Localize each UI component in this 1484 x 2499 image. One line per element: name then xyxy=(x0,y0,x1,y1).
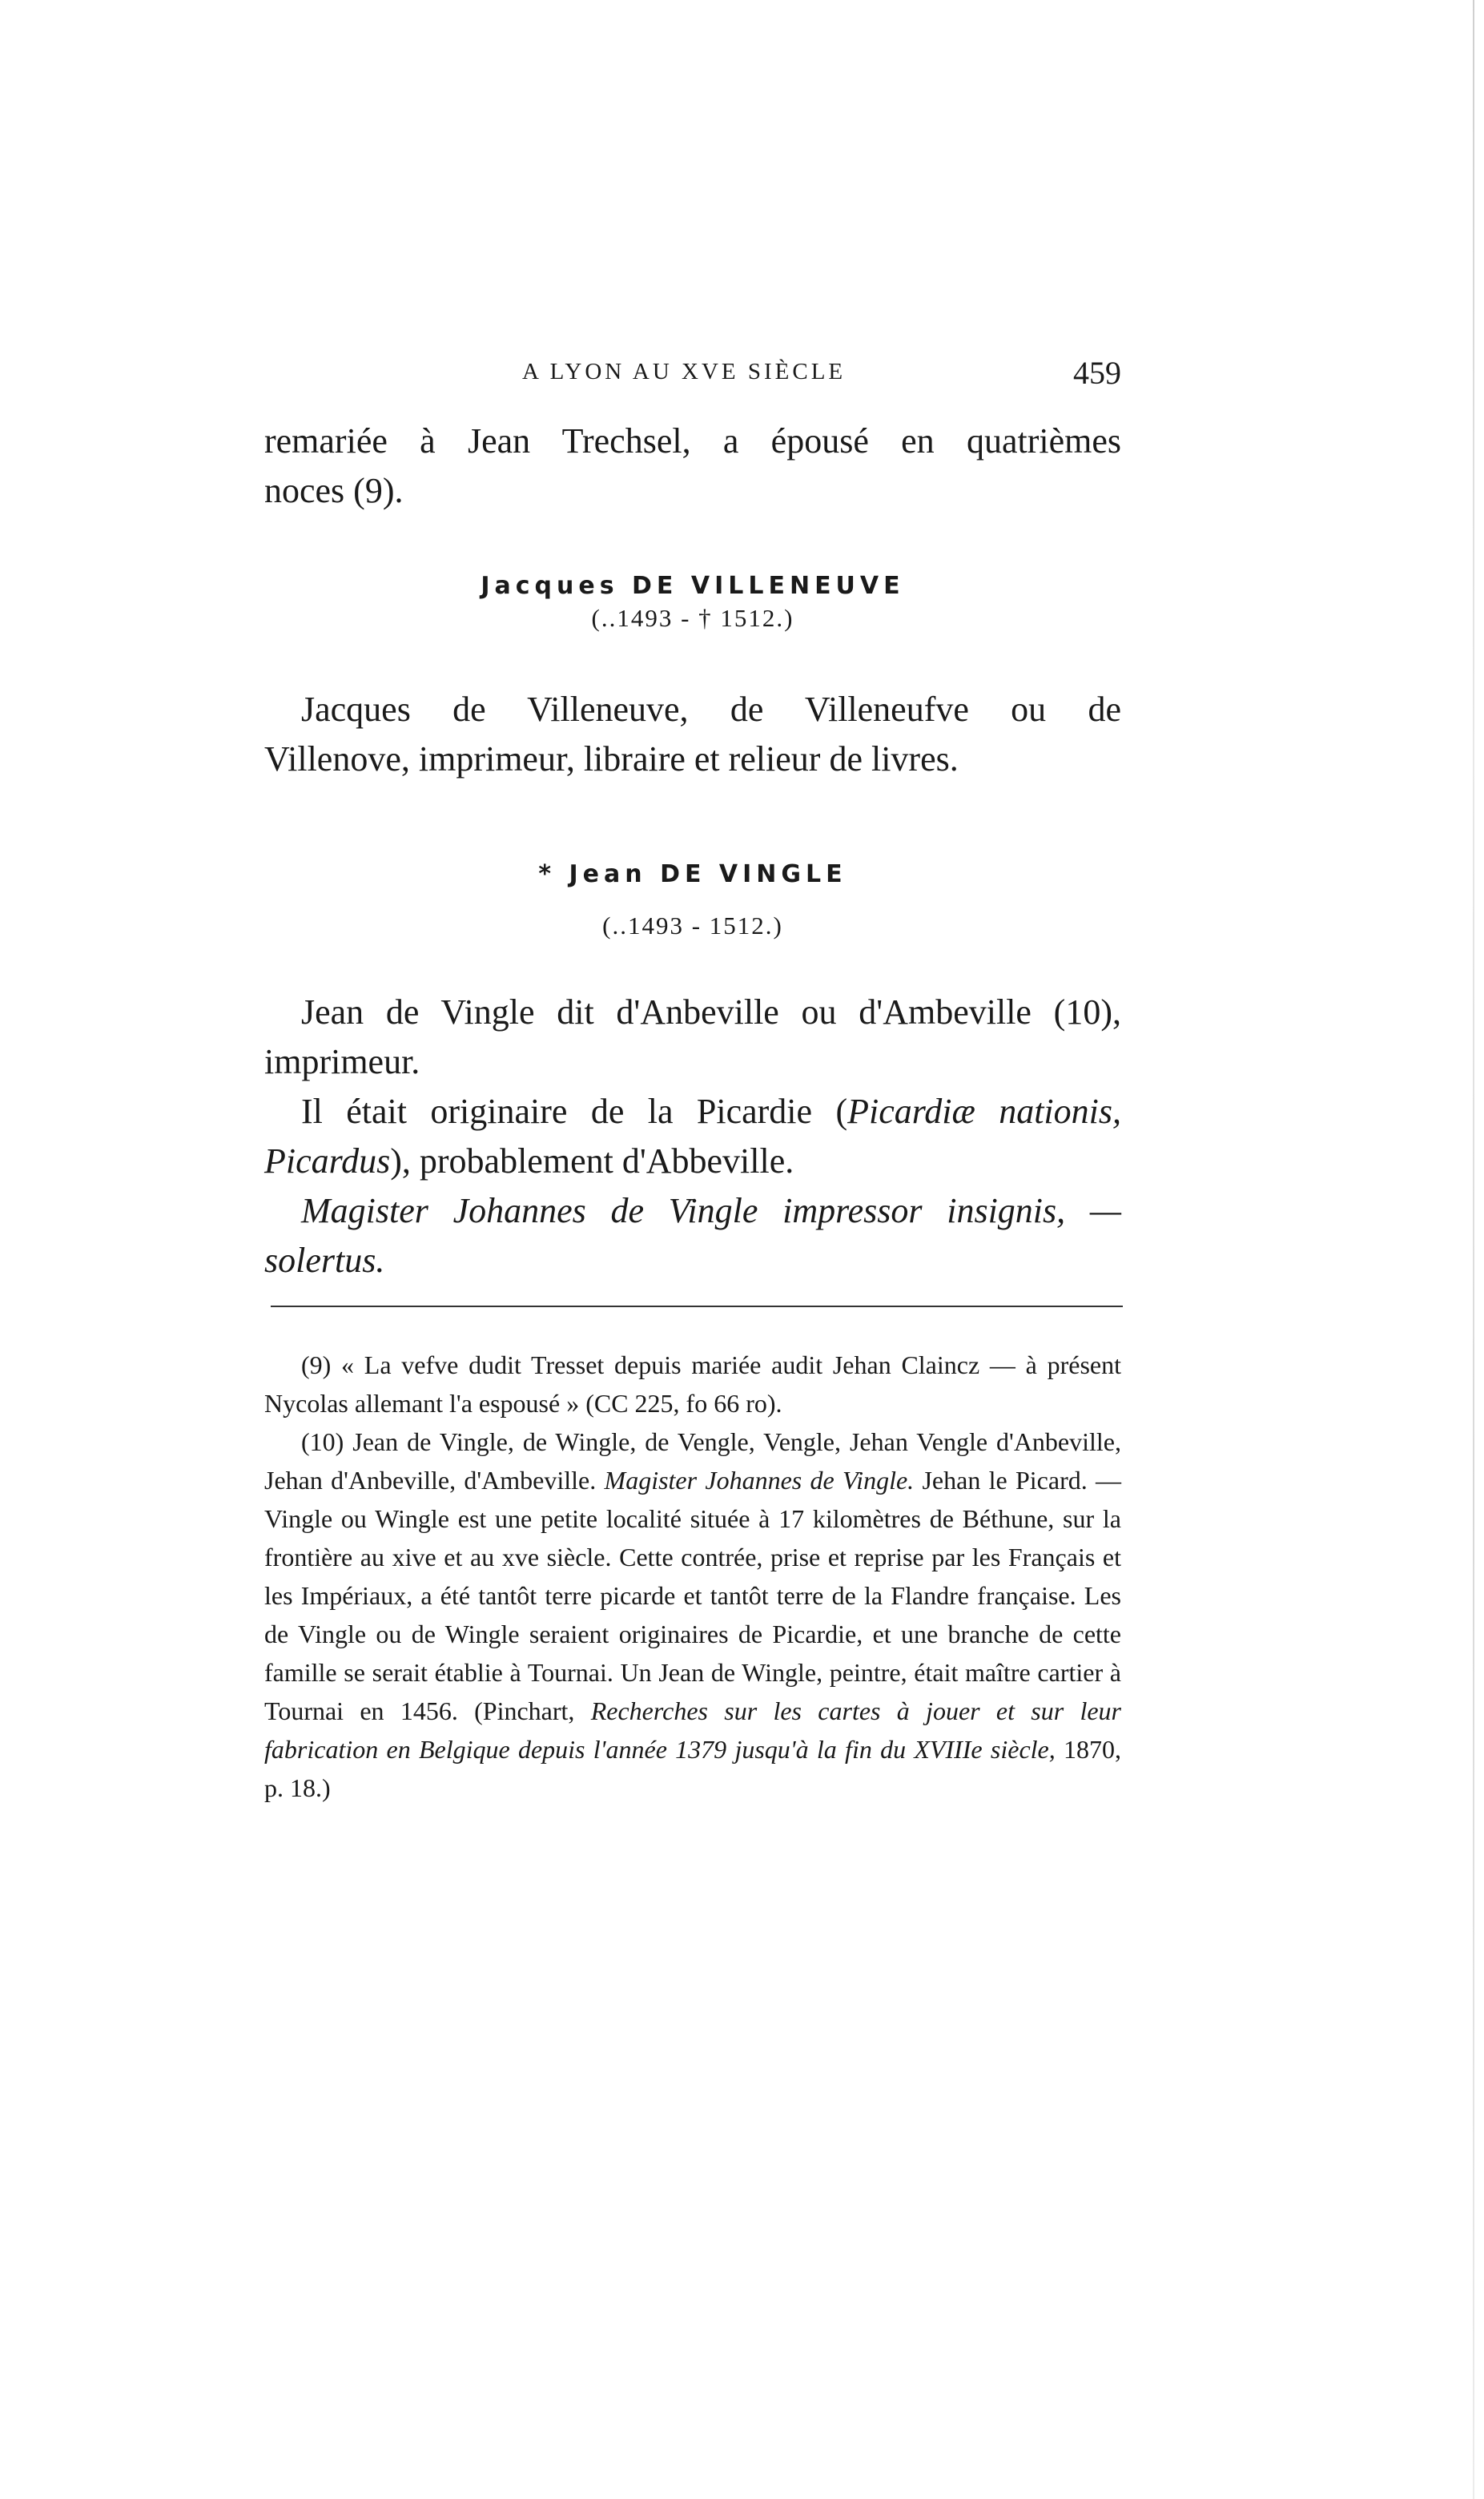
vingle-p2-italic-b: Picardus xyxy=(264,1141,391,1181)
villeneuve-paragraph xyxy=(264,685,1121,784)
entry-dates: (..1493 - 1512.) xyxy=(602,911,783,940)
intro-line-2: noces (9). xyxy=(264,471,404,510)
footnotes xyxy=(264,1346,1121,1807)
running-head xyxy=(264,355,1121,399)
vingle-p2-text-b: ), probablement d'Abbeville. xyxy=(390,1141,794,1181)
vingle-p3-line-2: solertus. xyxy=(264,1241,385,1280)
footnote-10 xyxy=(264,1423,1121,1807)
footnote-rule xyxy=(271,1306,1123,1307)
villeneuve-line-1: Jacques de Villeneuve, de Villeneufve ou de xyxy=(301,690,1121,729)
vingle-p1-line-1: Jean de Vingle dit d'Anbeville ou d'Ambeville (10), xyxy=(301,992,1121,1032)
entry-dates: (..1493 - † 1512.) xyxy=(591,604,794,632)
intro-paragraph xyxy=(264,416,1121,516)
entry-heading-villeneuve xyxy=(264,570,1121,634)
footnote-9: (9) « La vefve dudit Tresset depuis mariée audit Jehan Claincz — à présent Nycolas allemant l'a espousé » (CC 225, fo 66 ro). xyxy=(264,1350,1121,1418)
footnote-10-text-a: (10) Jean de Vingle, de Wingle, de Vengle, Vengle, Jehan Vengle d'Anbeville, Jehan d'Anbeville, d'Ambeville. xyxy=(264,1427,1121,1495)
page-number: 459 xyxy=(1073,355,1121,391)
vingle-p2-line-2 xyxy=(264,1137,1121,1186)
footnote-10-italic-2: Recherches sur les cartes à jouer et sur leur fabrication en Belgique depuis l'année 1379 jusqu'à la fin du XVIIIe siècle, xyxy=(264,1696,1122,1764)
entry-name: Jacques DE VILLENEUVE xyxy=(481,572,905,600)
villeneuve-line-2: Villenove, imprimeur, libraire et relieur de livres. xyxy=(264,739,959,779)
intro-line-1: remariée à Jean Trechsel, a épousé en quatrièmes xyxy=(264,421,1121,461)
vingle-paragraphs xyxy=(264,988,1121,1286)
running-title: A LYON AU XVE SIÈCLE xyxy=(522,359,847,384)
scan-edge xyxy=(1473,0,1474,2499)
vingle-p3-line-1: Magister Johannes de Vingle impressor insignis, — xyxy=(301,1191,1121,1230)
vingle-p2-italic-a: Picardiæ nationis, xyxy=(847,1092,1121,1131)
vingle-p2-text-a: Il était originaire de la Picardie ( xyxy=(301,1092,848,1131)
entry-name: * Jean DE VINGLE xyxy=(538,860,847,888)
entry-heading-vingle xyxy=(264,859,1121,942)
footnote-10-text-b: Jehan le Picard. — Vingle ou Wingle est une petite localité située à 17 kilomètres de Béthune, sur la frontière au xive et au xve siècle. Cette contrée, prise et reprise par les Français et les Impériaux, a été tantôt terre picarde et tantôt terre de la Flandre française. Les de Vingle ou de Wingle seraient originaires de Picardie, et une branche de cette famille se serait établie à Tournai. Un Jean de Wingle, peintre, était maître cartier à Tournai en 1456. (Pinchart, xyxy=(264,1466,1122,1725)
footnote-10-text-c: 1870, p. 18.) xyxy=(264,1735,1121,1802)
vingle-p1-line-2: imprimeur. xyxy=(264,1042,420,1081)
footnote-10-italic-1: Magister Johannes de Vingle. xyxy=(604,1466,915,1495)
vingle-p2-line-1 xyxy=(264,1087,1121,1137)
